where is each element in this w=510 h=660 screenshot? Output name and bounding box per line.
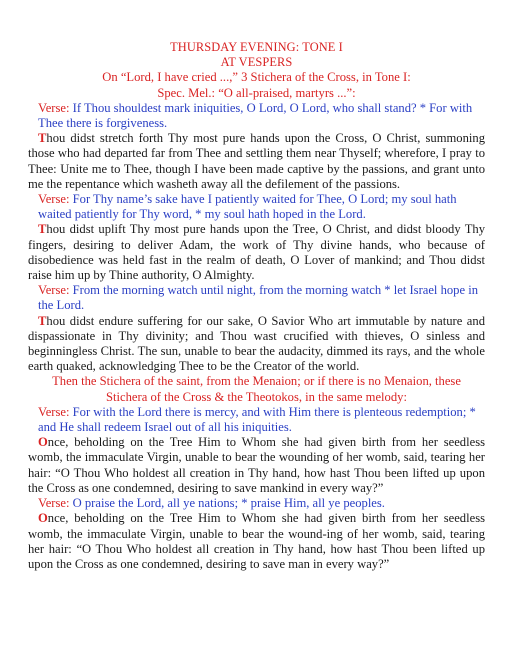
verse <box>28 496 485 511</box>
rubric-line: Then the Stichera of the saint, from the Menaion; or if there is no Menaion, these <box>52 374 461 389</box>
verse-text: If Thou shouldest mark iniquities, O Lord, O Lord, who shall stand? * For with Thee there is forgiveness. <box>38 100 473 131</box>
verse-label: Verse: <box>38 192 70 207</box>
verse-text: O praise the Lord, all ye nations; * praise Him, all ye peoples. <box>72 496 385 511</box>
drop-initial: T <box>38 313 47 328</box>
verse-label: Verse: <box>38 283 70 298</box>
sticheron-text: nce, beholding on the Tree Him to Whom she had given birth from her seedless womb, the immaculate Virgin, unable to bear the wounding of her womb, said, tearing her hair: “O Thou Who holdest all creation in Thy hand, how hast Thou been lifted up upon the Cross as one condemned, desiring to save mankind in every way?” <box>28 435 485 495</box>
verse-label: Verse: <box>38 404 70 419</box>
verse-label: Verse: <box>38 100 70 115</box>
drop-initial: O <box>38 511 48 526</box>
sticheron-text: hou didst endure suffering for our sake, O Savior Who art immutable by nature and dispassionate in Thy divinity; and Thou wast crucified with thieves, O sinless and beginningless Christ. The sun, unable to bear the audacity, dimmed its rays, and the whole earth quaked, acknowledging Thee to be the Creator of the world. <box>28 313 485 374</box>
sticheron-text: nce, beholding on the Tree Him to Whom she had given birth from her seedless womb, the immaculate Virgin, unable to bear the wound-ing of her womb, said, tearing her hair: “O Thou Who holdest all creation in Thy hand, how hast Thou been lifted up upon the Cross as one condemned, desiring to save man in every way?” <box>28 511 485 571</box>
verse <box>28 283 485 313</box>
verse <box>28 405 485 435</box>
verse-text: For Thy name’s sake have I patiently waited for Thee, O Lord; my soul hath waited patiently for Thy word, * my soul hath hoped in the Lord. <box>38 192 457 222</box>
verse-label: Verse: <box>38 496 70 511</box>
rubric-line: Spec. Mel.: “O all-praised, martyrs ...”: <box>157 85 356 100</box>
sticheron <box>28 314 485 375</box>
sticheron <box>28 222 485 283</box>
sticheron <box>28 435 485 496</box>
sticheron <box>28 511 485 572</box>
page-title: THURSDAY EVENING: TONE I <box>170 40 343 54</box>
verse-text: For with the Lord there is mercy, and with Him there is plenteous redemption; * and He shall redeem Israel out of all his iniquities. <box>38 404 476 435</box>
rubric-line: On “Lord, I have cried ...,” 3 Stichera of the Cross, in Tone I: <box>102 70 411 85</box>
verse <box>28 101 485 131</box>
sticheron-text: hou didst stretch forth Thy most pure hands upon the Cross, O Christ, summoning those who had departed far from Thee and settling them near Thyself; wherefore, I pray to Thee: Unite me to Thee, though I have been made captive by the passions, and grant unto me the repentance which washeth away all the defilement of the passions. <box>28 131 485 191</box>
rubric-line: Stichera of the Cross & the Theotokos, in the same melody: <box>106 389 407 404</box>
drop-initial: T <box>38 222 47 237</box>
document-page <box>28 40 485 572</box>
sticheron <box>28 131 485 192</box>
sticheron-text: hou didst uplift Thy most pure hands upon the Tree, O Christ, and didst bloody Thy fingers, desiring to deliver Adam, the work of Thy divine hands, who because of disobedience was held fast in the realm of death, O Lover of mankind; and Thou didst raise him up by Thine authority, O Almighty. <box>28 222 485 283</box>
drop-initial: O <box>38 435 48 450</box>
drop-initial: T <box>38 131 47 146</box>
verse-text: From the morning watch until night, from the morning watch * let Israel hope in the Lord. <box>38 283 479 313</box>
verse <box>28 192 485 222</box>
page-subtitle: AT VESPERS <box>220 55 293 70</box>
